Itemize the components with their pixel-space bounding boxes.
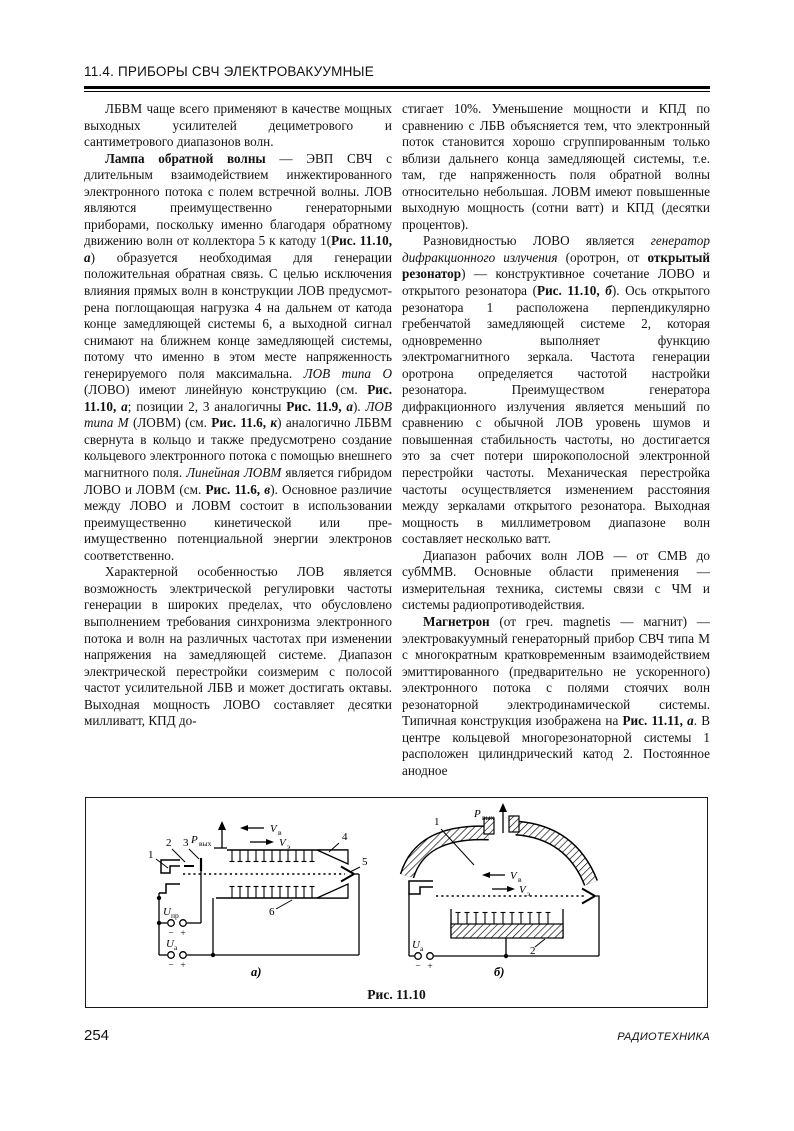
running-title: РАДИОТЕХНИКА [617, 1031, 710, 1043]
coupling-slot-right [509, 816, 519, 832]
label-cathode-1: 1 [148, 849, 154, 861]
v-electron-sub-b: э [527, 889, 531, 898]
terminal-upr-minus [168, 920, 175, 927]
collector-b [582, 889, 595, 904]
velocity-arrows-b [482, 870, 530, 898]
u-pr-label: U [163, 906, 171, 918]
diagram-a [148, 821, 368, 979]
u-a-sub: а [174, 943, 178, 952]
ua-plus-sign-b: + [427, 962, 433, 972]
paragraph: Разновидностью ЛОВО является генератор дифракционного излучения (оротрон, от открытый резонатор) — конструктивное сочетание ЛОВО и открытого резонатора (Рис. 11.10, б). Ось открытого резонатора 1 расположена перпендикулярно гребенчатой замедляющей системе 2, которая одновременно выполняет функцию электромагнитного зеркала. Частота генерации оротрона определяется частотой настройки резонатора. Преимуществом генератора дифракционного излучения является меньший по сравнению с обычной ЛОВ уровень шумов и повышенная стабильность частоты, но достигается это за счет потери широкополосной электронной перестройки частоты. Механическая перестройка частоты осуществляется изменением расстояния между зеркалами открытого резонатора. Выходная мощность в миллиметровом диапазоне волн составляет несколько ватт. [402, 233, 710, 547]
slow-wave-structure-top [227, 850, 348, 864]
collector-a [341, 867, 354, 882]
figure-box [85, 797, 708, 1008]
p-out-label-b: P [474, 808, 481, 820]
paragraph: Характерной особенностью ЛОВ является возможность электрической регулировки частоты генерации в широких пределах, что обусловлено выполнением требования синхронизма электронного потока и волн на различных частотах при изменении напряжения на замедляющей системе. Диапазон электрической перестройки соизмерим с полосой частот усилительной ЛБВ и может достигать октавы. Выходная мощность ЛОВО составляет десятки милливатт, КПД до- [84, 564, 392, 729]
v-wave-sub-b: в [518, 875, 522, 884]
diagram-b [407, 803, 599, 979]
label-electrode-2: 2 [166, 837, 172, 849]
header-rule [84, 86, 710, 89]
paragraph: Магнетрон (от греч. magnetis — магнит) — электровакуумный генераторный прибор СВЧ типа М с многократным кратковременным взаимодействием эмиттированного (предварительно не ускоренного) электронного потока с полями стоячих волн резонаторной электродинамической системы. Типичная конструкция изображена на Рис. 11.11, а. В центре кольцевой многорезонаторной системы 1 расположен цилиндрический катод 2. Постоянное анодное [402, 613, 710, 778]
terminal-ua-minus-b [415, 953, 422, 960]
paragraph: Лампа обратной волны — ЭВП СВЧ с длительным взаимодействием инжектированного электронного потока с полем встречной волны. ЛОВ являются преимущественно генераторными приборами, поскольку именно благодаря обратному движению волн от коллектора 5 к катоду 1(Рис. 11.10, а) образуется необходимая для генерации положительная обратная связь. С целью исключения влияния прямых волн в конструкции ЛОВ предусмотрена поглощающая нагрузка 4 на дальнем от катода конце замедляющей системы 6, а выходной сигнал снимают на ближнем конце замедляющей системы, потому что именно в этом месте напряженность генерируемого поля максимальна. ЛОВ типа О (ЛОВО) имеют линейную конструкцию (см. Рис. 11.10, а; позиции 2, 3 аналогичны Рис. 11.9, а). ЛОВ типа М (ЛОВМ) (см. Рис. 11.6, к) аналогично ЛБВМ свернута в кольцо и также предусмотрено создание кольцевого электронного потока с помощью внешнего магнитного поля. Линейная ЛОВМ является гибридом ЛОВО и ЛОВМ (см. Рис. 11.6, в). Основное различие между ЛОВО и ЛОВМ состоит в использовании преимущественно кинетической или преимущественно потенциальной энергии электронов соответственно. [84, 150, 392, 563]
label-absorber-4: 4 [342, 831, 348, 843]
subfigure-tag-b: б) [494, 965, 505, 979]
velocity-arrows-a [240, 823, 290, 851]
u-a-label: U [166, 938, 174, 950]
u-pr-sub: пр [171, 911, 179, 920]
v-electron-label-b: V [519, 884, 526, 896]
u-a-label-b: U [412, 939, 420, 951]
text-column-right [402, 101, 710, 795]
p-out-label: P [191, 834, 198, 846]
ua-plus-sign: + [180, 961, 186, 971]
upr-minus-sign: − [168, 929, 174, 939]
label-resonator-1: 1 [434, 816, 440, 828]
u-a-sub-b: а [420, 944, 424, 953]
v-wave-sub: в [278, 828, 282, 837]
label-slow-wave-6: 6 [269, 906, 275, 918]
figure-caption: Рис. 11.10 [367, 987, 426, 1002]
label-comb-2: 2 [530, 945, 536, 957]
p-out-sub-b: вых [482, 813, 495, 822]
section-header: 11.4. ПРИБОРЫ СВЧ ЭЛЕКТРОВАКУУМНЫЕ [84, 64, 374, 79]
cathode-b [409, 881, 433, 894]
paragraph: ЛБВМ чаще всего применяют в качестве мощных выходных усилителей дециметрового и сантиметрового диапазонов волн. [84, 101, 392, 150]
paragraph: Диапазон рабочих волн ЛОВ — от СМВ до субММВ. Основные области применения — измерительная техника, системы связи с ЧМ и системы радиопротиводействия. [402, 547, 710, 613]
terminal-ua-plus-b [427, 953, 434, 960]
slow-wave-structure-bottom [216, 884, 348, 898]
v-electron-label: V [279, 837, 286, 849]
text-column-left [84, 101, 392, 795]
subfigure-tag-a: а) [251, 965, 262, 979]
label-collector-5: 5 [362, 856, 368, 868]
label-electrode-3: 3 [183, 837, 189, 849]
absorber-load [317, 850, 348, 864]
ua-minus-sign-b: − [415, 962, 421, 972]
header-rule-thin [84, 91, 710, 92]
figure-diagram [86, 798, 706, 990]
terminal-upr-plus [180, 920, 187, 927]
terminal-ua-minus [168, 952, 175, 959]
terminal-ua-plus [180, 952, 187, 959]
v-wave-label-b: V [510, 870, 517, 882]
v-electron-sub: э [287, 842, 291, 851]
v-wave-label: V [270, 823, 277, 835]
ua-minus-sign: − [168, 961, 174, 971]
p-out-sub: вых [199, 839, 212, 848]
supply-circuit-a [157, 858, 359, 971]
page-number: 254 [84, 1027, 110, 1044]
paragraph: стигает 10%. Уменьшение мощности и КПД по сравнению с ЛБВ объясняется тем, что электронный поток становится хорошо сгруппированным только вблизи дальнего конца замедляющей системы, т.е. там, где напряженность поля обратной волны относительно небольшая. ЛОВМ имеют повышенные выходную мощность (сотни ватт) и КПД (десятки процентов). [402, 101, 710, 232]
comb-slow-wave-structure [451, 909, 563, 938]
output-power-a [190, 821, 227, 848]
upr-plus-sign: + [180, 929, 186, 939]
